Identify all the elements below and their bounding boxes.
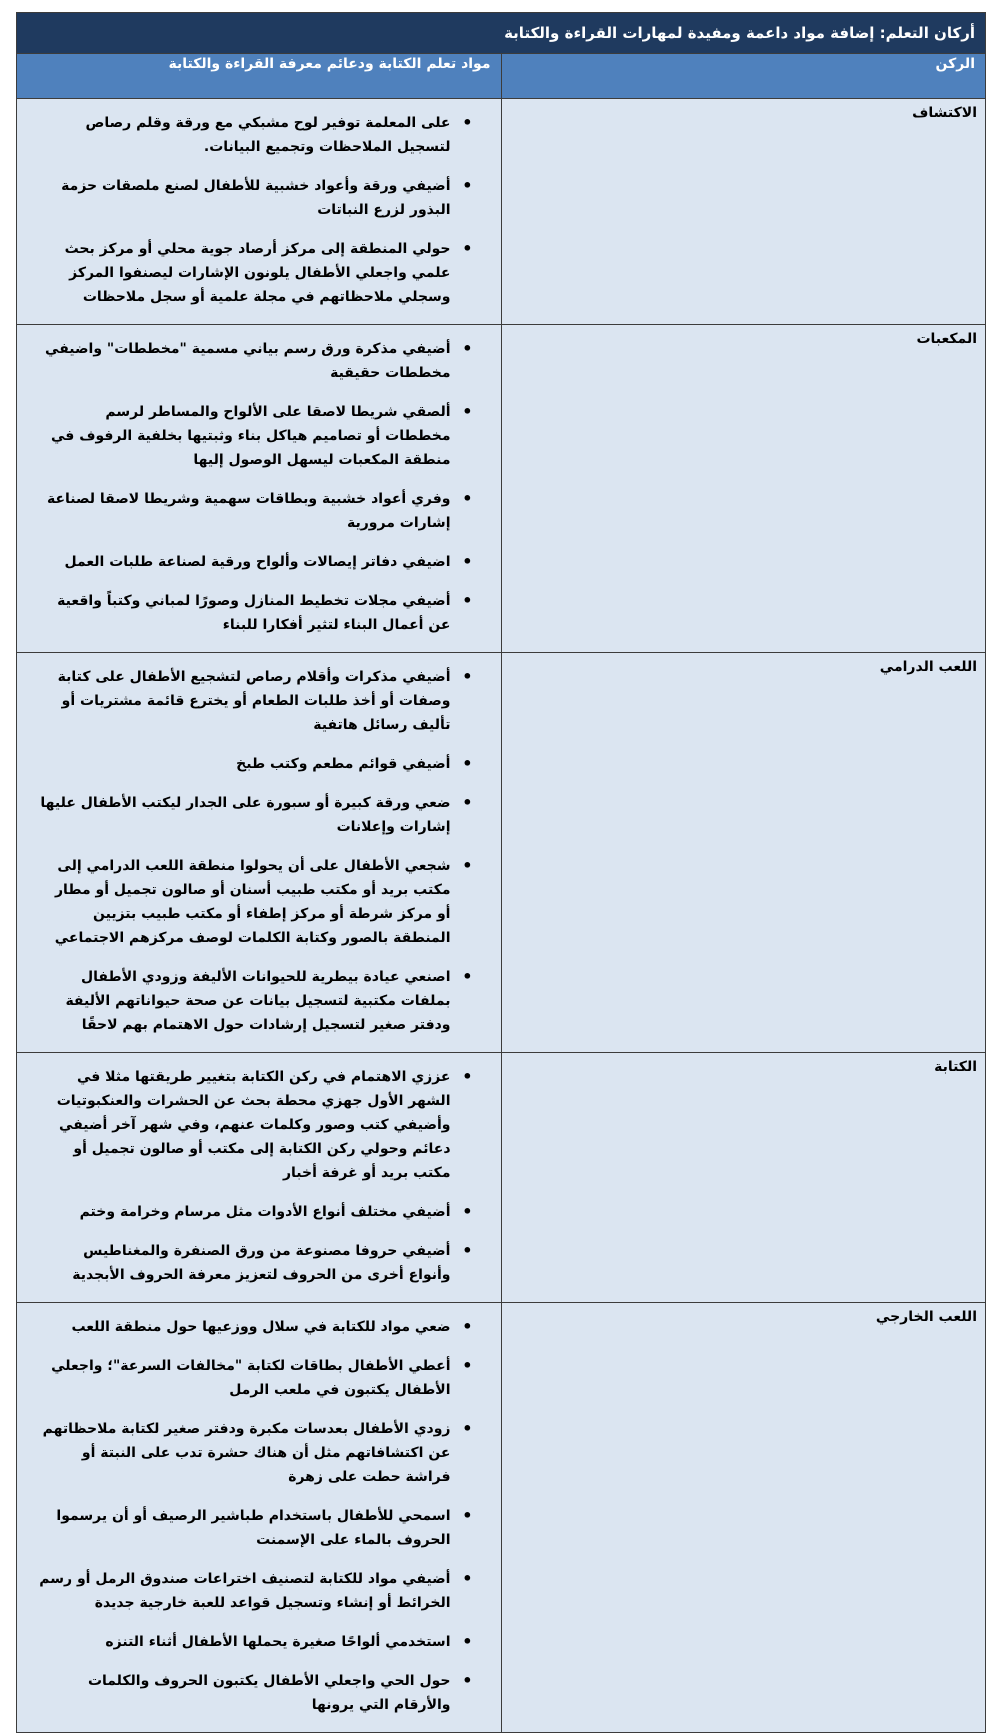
list-item: • أضيفي حروفا مصنوعة من ورق الصنفرة والمغناطيس وأنواع أخرى من الحروف لتعزيز معرفة الحروف الأبجدية [37,1239,473,1287]
list-item: • أضيفي مجلات تخطيط المنازل وصورًا لمباني وكتباً واقعية عن أعمال البناء لتثير أفكارا للبناء [37,589,473,637]
materials-list [17,325,501,637]
materials-cell [17,1053,502,1303]
materials-cell [17,1303,502,1733]
materials-cell [17,653,502,1053]
list-item: • أضيفي مذكرة ورق رسم بياني مسمية "مخططات" واضيفي مخططات حقيقية [37,337,473,385]
list-item: • أضيفي مذكرات وأقلام رصاص لتشجيع الأطفال على كتابة وصفات أو أخذ طلبات الطعام أو يخترع قائمة مشتريات أو تأليف رسائل هاتفية [37,665,473,737]
list-item: • أعطي الأطفال بطاقات لكتابة "مخالفات السرعة"؛ واجعلي الأطفال يكتبون في ملعب الرمل [37,1354,473,1402]
learning-centers-table-wrapper [16,12,986,1733]
list-item: • اسمحي للأطفال باستخدام طباشير الرصيف أو أن يرسموا الحروف بالماء على الإسمنت [37,1504,473,1552]
corner-cell [501,325,986,653]
materials-list [17,1303,501,1717]
list-item: • زودي الأطفال بعدسات مكبرة ودفتر صغير لكتابة ملاحظاتهم عن اكتشافاتهم مثل أن هناك حشرة تدب على النبتة أو فراشة حطت على زهرة [37,1417,473,1489]
list-item: • أضيفي قوائم مطعم وكتب طبخ [37,752,473,776]
list-item: • أضيفي ورقة وأعواد خشبية للأطفال لصنع ملصقات حزمة البذور لزرع النباتات [37,174,473,222]
learning-centers-table [16,12,986,1733]
list-item: • أضيفي مختلف أنواع الأدوات مثل مرسام وخرامة وختم [37,1200,473,1224]
corner-label: المكعبات [916,331,977,347]
corner-label: اللعب الدرامي [879,659,977,675]
table-title: أركان التعلم: إضافة مواد داعمة ومفيدة لمهارات القراءة والكتابة [17,13,986,54]
header-corner: الركن [501,54,986,99]
corner-cell [501,1053,986,1303]
list-item: • عززي الاهتمام في ركن الكتابة بتغيير طريقتها مثلا في الشهر الأول جهزي محطة بحث عن الحشرات والعنكبوتيات وأضيفي كتب وصور وكلمات عنهم، وفي شهر آخر أضيفي دعائم وحولي ركن الكتابة إلى مكتب أو صالون تجميل أو مكتب بريد أو غرفة أخبار [37,1065,473,1185]
header-materials: مواد تعلم الكتابة ودعائم معرفة القراءة والكتابة [17,54,502,99]
corner-cell [501,99,986,325]
list-item: • ضعي مواد للكتابة في سلال ووزعيها حول منطقة اللعب [37,1315,473,1339]
list-item: • اضيفي دفاتر إيصالات وألواح ورقية لصناعة طلبات العمل [37,550,473,574]
materials-cell [17,99,502,325]
table-row [17,325,986,653]
list-item: • استخدمي ألواحًا صغيرة يحملها الأطفال أثناء التنزه [37,1630,473,1654]
materials-cell [17,325,502,653]
corner-label: الكتابة [934,1059,977,1075]
list-item: • حول الحي واجعلي الأطفال يكتبون الحروف والكلمات والأرقام التي يرونها [37,1669,473,1717]
corner-label: اللعب الخارجي [875,1309,977,1325]
corner-cell [501,1303,986,1733]
corner-cell [501,653,986,1053]
list-item: • شجعي الأطفال على أن يحولوا منطقة اللعب الدرامي إلى مكتب بريد أو مكتب طبيب أسنان أو صالون تجميل أو مطار أو مركز شرطة أو مركز إطفاء أو مكتب طبيب بتزيين المنطقة بالصور وكتابة الكلمات لوصف مركزهم الاجتماعي [37,854,473,950]
list-item: • وفري أعواد خشبية وبطاقات سهمية وشريطا لاصقا لصناعة إشارات مرورية [37,487,473,535]
table-row [17,1303,986,1733]
list-item: • حولي المنطقة إلى مركز أرصاد جوية محلي أو مركز بحث علمي واجعلي الأطفال يلونون الإشارات ليصنفوا المركز وسجلي ملاحظاتهم في مجلة علمية أو سجل ملاحظات [37,237,473,309]
materials-list [17,99,501,309]
table-header-row [17,54,986,99]
corner-label: الاكتشاف [912,105,977,121]
table-title-row [17,13,986,54]
materials-list [17,1053,501,1287]
list-item: • أضيفي مواد للكتابة لتصنيف اختراعات صندوق الرمل أو رسم الخرائط أو إنشاء وتسجيل قواعد للعبة خارجية جديدة [37,1567,473,1615]
list-item: • على المعلمة توفير لوح مشبكي مع ورقة وقلم رصاص لتسجيل الملاحظات وتجميع البيانات. [37,111,473,159]
materials-list [17,653,501,1037]
list-item: • ألصقي شريطا لاصقا على الألواح والمساطر لرسم مخططات أو تصاميم هياكل بناء وثبتيها بخلفية الرفوف في منطقة المكعبات ليسهل الوصول إليها [37,400,473,472]
list-item: • اصنعي عيادة بيطرية للحيوانات الأليفة وزودي الأطفال بملفات مكتبية لتسجيل بيانات عن صحة حيواناتهم الأليفة ودفتر صغير لتسجيل إرشادات حول الاهتمام بهم لاحقًا [37,965,473,1037]
list-item: • ضعي ورقة كبيرة أو سبورة على الجدار ليكتب الأطفال عليها إشارات وإعلانات [37,791,473,839]
table-row [17,653,986,1053]
table-row [17,1053,986,1303]
table-row [17,99,986,325]
